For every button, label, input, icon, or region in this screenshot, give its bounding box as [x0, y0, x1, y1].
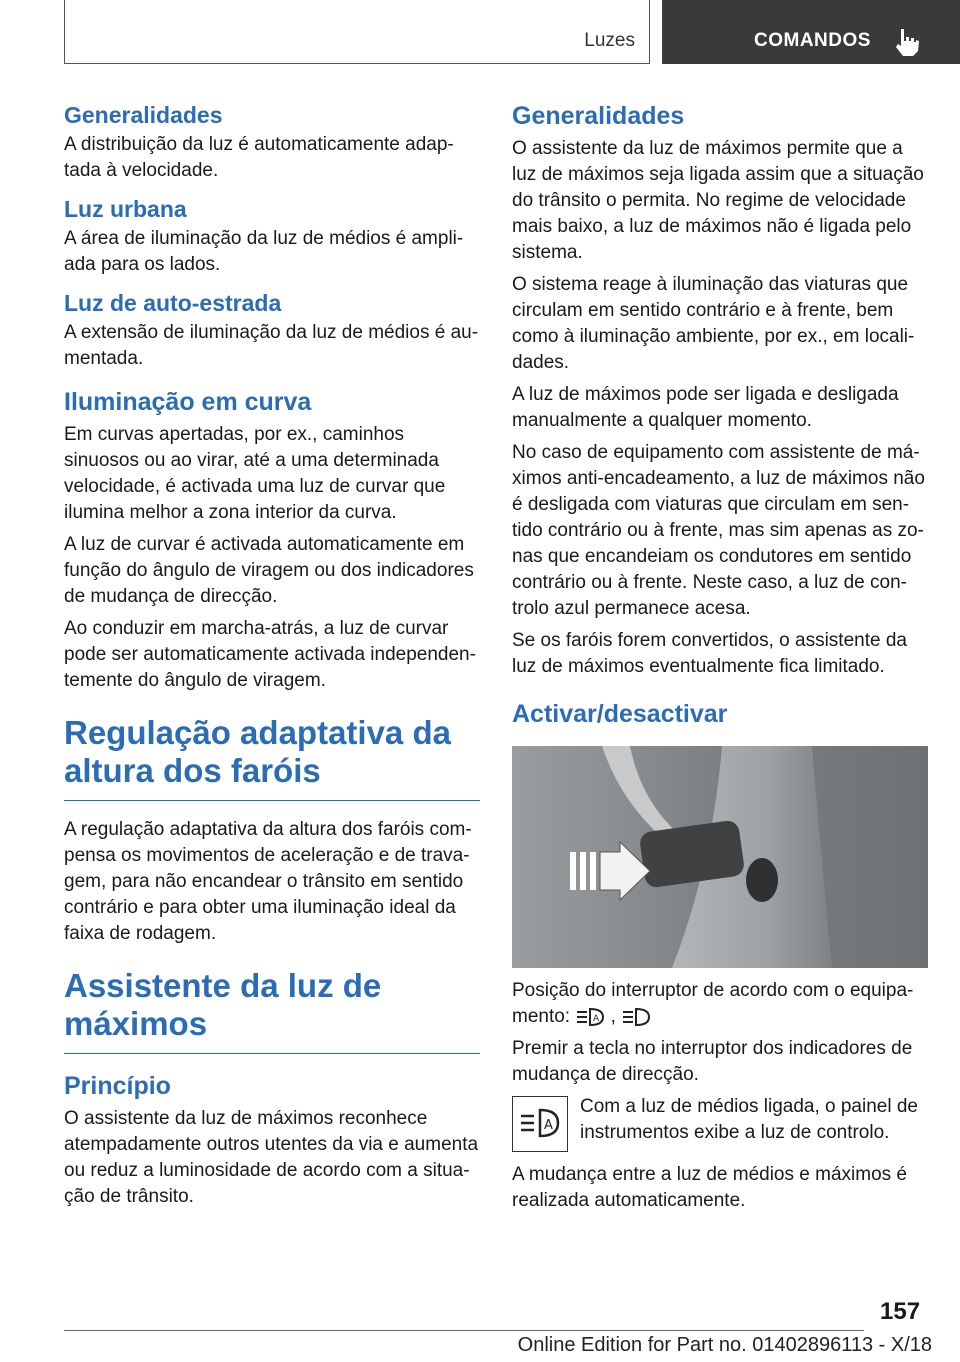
high-beam-assist-indicator-icon — [512, 1096, 568, 1152]
caption-text: Posição do interruptor de acordo com o equipa-mento: — [512, 980, 914, 1027]
paragraph: Premir a tecla no interruptor dos indicadores de mudança de direcção. — [512, 1038, 913, 1085]
paragraph: Se os faróis forem convertidos, o assistente da luz de máximos eventualmente fica limitado. — [512, 630, 907, 677]
header-chapter-title: COMANDOS — [754, 30, 871, 51]
paragraph: O sistema reage à iluminação das viaturas que circulam em sentido contrário e à frente, bem como à iluminação ambiente, por ex., em locali-dades. — [512, 274, 915, 373]
paragraph: A luz de máximos pode ser ligada e desligada manualmente a qualquer momento. — [512, 384, 899, 431]
heading-generalidades-right: Generalidades — [512, 102, 685, 130]
photo-caption — [512, 978, 928, 1030]
indicator-note — [512, 1094, 928, 1152]
paragraph: Em curvas apertadas, por ex., caminhos sinuosos ou ao virar, até a uma determinada velocidade, é activada uma luz de curvar que ilumina melhor a zona interior da curva. — [64, 424, 446, 523]
heading-luz-urbana: Luz urbana — [64, 196, 187, 222]
paragraph: O assistente da luz de máximos permite que a luz de máximos seja ligada assim que a situação do trânsito o permita. No regime de velocidade mais baixo, a luz de máximos não é ligada pelo sistema. — [512, 138, 924, 263]
svg-text:A: A — [544, 1118, 553, 1133]
paragraph: No caso de equipamento com assistente de má-ximos anti-encadeamento, a luz de máximos não é desligada com viaturas que circulam em sen-tido contrário ou à frente, mas sim apenas as zo-nas que encandeiam os condutores em sentido contrário ou à frente. Neste caso, a luz de con-trolo azul permanece acesa. — [512, 442, 925, 619]
paragraph: A mudança entre a luz de médios e máximos é realizada automaticamente. — [512, 1164, 907, 1211]
heading-assistente-luz-maximos: Assistente da luz de máximos — [64, 967, 480, 1054]
svg-text:A: A — [593, 1013, 600, 1024]
high-beam-icon — [621, 1005, 651, 1029]
note-text: Com a luz de médios ligada, o painel de instrumentos exibe a luz de controlo. — [580, 1096, 918, 1143]
footer-divider — [64, 1330, 864, 1331]
heading-principio: Princípio — [64, 1072, 171, 1100]
heading-generalidades-left: Generalidades — [64, 102, 223, 128]
turn-signal-stalk-photo — [512, 746, 928, 968]
paragraph: A regulação adaptativa da altura dos faróis com-pensa os movimentos de aceleração e de trava-gem, para não encandear o trânsito em sentido contrário e para obter uma iluminação ideal da faixa de rodagem. — [64, 819, 472, 944]
paragraph: A extensão de iluminação da luz de médios é au-mentada. — [64, 322, 479, 369]
paragraph: Ao conduzir em marcha-atrás, a luz de curvar pode ser automaticamente activada independen-temente do ângulo de viragem. — [64, 618, 476, 691]
hand-pointer-icon — [893, 27, 921, 57]
right-column — [512, 100, 928, 1220]
high-beam-assist-icon — [575, 1005, 605, 1029]
caption-separator: , — [610, 1006, 616, 1027]
heading-activar-desactivar: Activar/desactivar — [512, 700, 728, 728]
paragraph: A distribuição da luz é automaticamente adap-tada à velocidade. — [64, 134, 454, 181]
paragraph: A área de iluminação da luz de médios é ampli-ada para os lados. — [64, 228, 464, 275]
heading-luz-auto-estrada: Luz de auto-estrada — [64, 290, 282, 316]
paragraph: A luz de curvar é activada automaticamente em função do ângulo de viragem ou dos indicadores de mudança de direcção. — [64, 534, 474, 607]
header-section-title: Luzes — [584, 30, 635, 51]
page-number: 157 — [880, 1298, 921, 1325]
paragraph: O assistente da luz de máximos reconhece atempadamente outros utentes da via e aumenta ou reduz a luminosidade de acordo com a situa-ção de trânsito. — [64, 1108, 479, 1207]
heading-regulacao-adaptativa: Regulação adaptativa da altura dos faróis — [64, 714, 480, 801]
left-column — [64, 100, 480, 1216]
footer-edition: Online Edition for Part no. 01402896113 - X/18 — [517, 1334, 932, 1356]
heading-iluminacao-curva: Iluminação em curva — [64, 388, 312, 416]
header-section-box — [64, 0, 650, 64]
